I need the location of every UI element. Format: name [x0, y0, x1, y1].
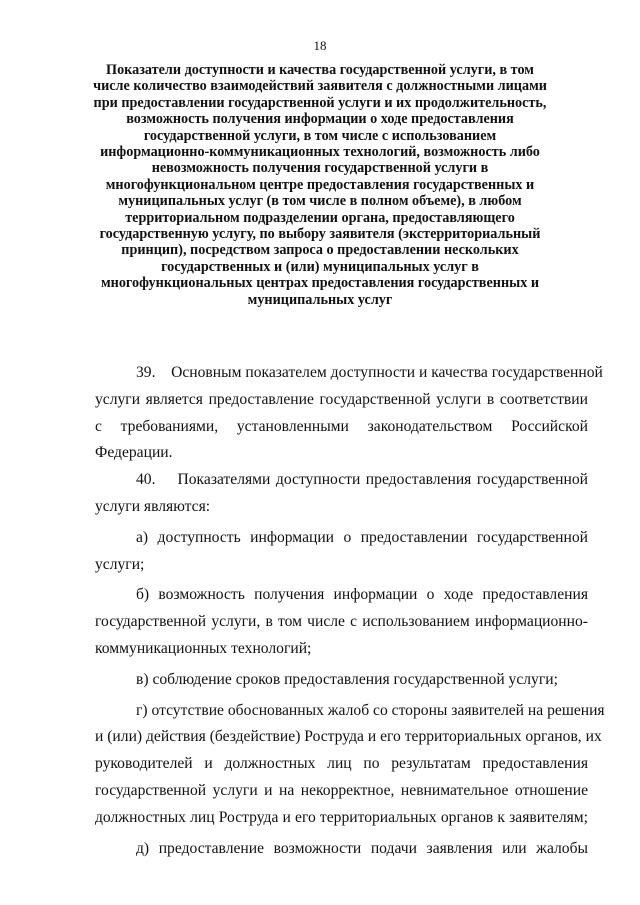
paragraph-line: в) соблюдение сроков предоставления государственной услуги;	[136, 670, 558, 688]
paragraph-line: 40. Показателями доступности предоставления государственной	[136, 471, 588, 489]
heading-line: многофункциональных центрах предоставления государственных и	[100, 275, 540, 292]
heading-line: муниципальных услуг (в том числе в полном объеме), в любом	[118, 193, 522, 210]
heading-line: при предоставлении государственной услуги и их продолжительность,	[93, 94, 547, 111]
list-item-b	[95, 582, 588, 662]
paragraph-40	[95, 467, 588, 521]
heading-line: государственную услугу, по выбору заявителя (экстерриториальный	[99, 226, 541, 243]
heading-line: информационно-коммуникационных технологий, возможность либо	[100, 144, 540, 161]
paragraph-line: г) отсутствие обоснованных жалоб со стороны заявителей на решения	[136, 701, 605, 719]
paragraph-line: руководителей и должностных лиц по результатам предоставления	[95, 755, 588, 773]
paragraph-line: 39. Основным показателем доступности и качества государственной	[136, 364, 603, 381]
section-heading	[92, 62, 548, 308]
heading-line: принцип), посредством запроса о предоставлении нескольких	[121, 242, 519, 259]
heading-line: Показатели доступности и качества государственной услуги, в том	[106, 62, 534, 78]
paragraph-line: д) предоставление возможности подачи заявления или жалобы	[136, 839, 588, 857]
heading-line: невозможность получения государственной услуги в	[151, 160, 489, 177]
page-number: 18	[313, 38, 327, 53]
paragraph-line: коммуникационных технологий;	[95, 639, 312, 657]
heading-line: государственной услуги, в том числе с использованием	[143, 127, 497, 144]
body-text	[95, 360, 605, 862]
paragraph-line: Федерации.	[95, 444, 173, 462]
paragraph-line: государственной услуги и на некорректное, невнимательное отношение	[95, 781, 588, 799]
paragraph-39	[95, 360, 603, 467]
heading-line: числе количество взаимодействий заявителя с должностными лицами	[93, 78, 547, 95]
paragraph-line: услуги является предоставление государственной услуги в соответствии	[95, 390, 588, 408]
paragraph-line: б) возможность получения информации о ходе предоставления	[136, 586, 588, 604]
heading-line: муниципальных услуг	[247, 291, 393, 308]
heading-line: многофункциональном центре предоставления государственных и	[105, 176, 535, 193]
paragraph-line: должностных лиц Роструда и его территориальных органов к заявителям;	[95, 808, 588, 826]
list-item-a	[95, 525, 588, 579]
list-item-v	[95, 667, 588, 694]
paragraph-line: услуги являются:	[95, 497, 211, 515]
heading-line: государственных и (или) муниципальных услуг в	[161, 258, 479, 275]
heading-line: территориальном подразделении органа, предоставляющего	[125, 209, 515, 226]
heading-line: возможность получения информации о ходе предоставления	[126, 111, 514, 128]
list-item-d	[95, 836, 588, 863]
paragraph-line: а) доступность информации о предоставлении государственной	[136, 528, 588, 546]
list-item-g	[95, 698, 605, 832]
paragraph-line: услуги;	[95, 555, 145, 573]
paragraph-line: государственной услуги, в том числе с использованием информационно-	[95, 613, 588, 631]
paragraph-line: и (или) действия (бездействие) Роструда и его территориальных органов, их	[95, 728, 602, 746]
paragraph-line: с требованиями, установленными законодательством Российской	[95, 417, 588, 435]
